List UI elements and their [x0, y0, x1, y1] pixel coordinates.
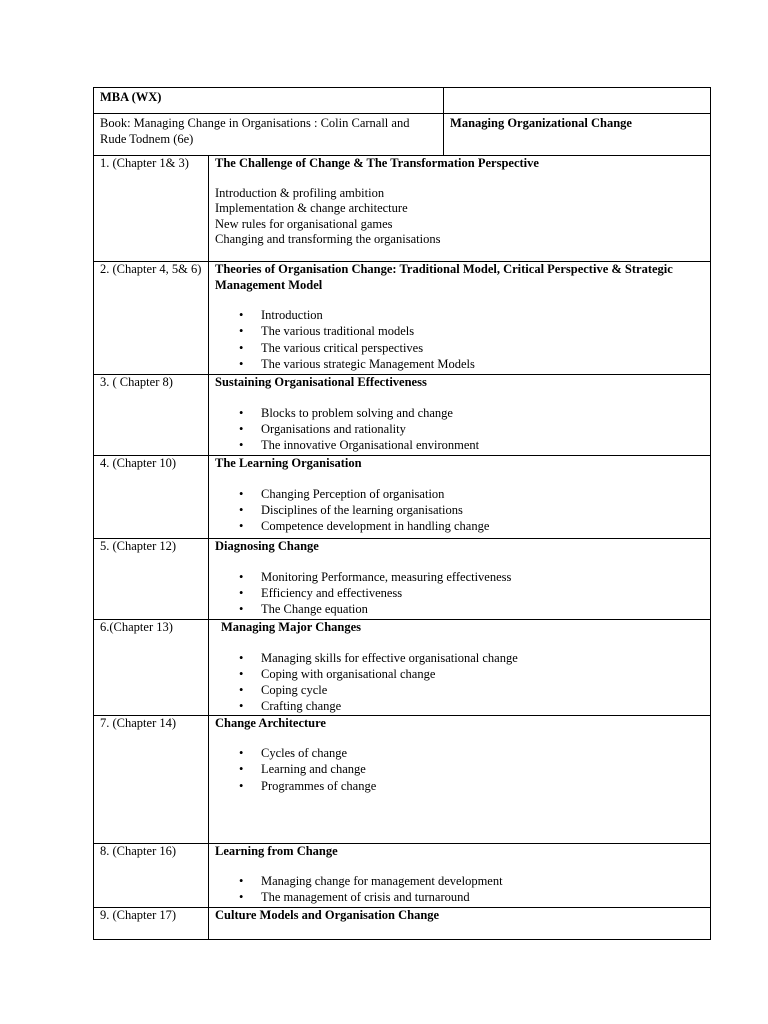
module-chapter: 5. (Chapter 12): [94, 539, 209, 620]
topic-list-item: [215, 585, 704, 601]
topic-list-item: [215, 405, 704, 421]
module-topics: [209, 375, 711, 456]
topic-item-text: The various critical perspectives: [261, 340, 424, 355]
bullet-icon: •: [239, 585, 244, 600]
title-spacer: [215, 731, 704, 745]
module-row: [94, 375, 711, 456]
topic-item-text: The various traditional models: [261, 324, 415, 339]
topic-list-item: [215, 873, 704, 889]
topic-list-item: [215, 889, 704, 905]
topic-list: [215, 405, 704, 454]
topic-item-text: Managing change for management development: [261, 874, 503, 889]
module-chapter: 7. (Chapter 14): [94, 715, 209, 843]
module-row: [94, 715, 711, 843]
title-spacer: [215, 293, 704, 307]
module-title: Learning from Change: [215, 843, 338, 858]
topic-item-text: Coping with organisational change: [261, 666, 436, 681]
topic-list-item: [215, 666, 704, 682]
module-row: [94, 539, 711, 620]
topic-item-text: Efficiency and effectiveness: [261, 585, 403, 600]
bullet-icon: •: [239, 438, 244, 453]
module-chapter: 9. (Chapter 17): [94, 907, 209, 939]
bullet-icon: •: [239, 602, 244, 617]
title-spacer: [215, 555, 704, 569]
topic-list: [215, 873, 704, 906]
bullet-icon: •: [239, 340, 244, 355]
bullet-icon: •: [239, 324, 244, 339]
topic-list: [215, 486, 704, 535]
topic-list-item: [215, 601, 704, 617]
bullet-icon: •: [239, 308, 244, 322]
topic-list-item: [215, 486, 704, 502]
course-title: Managing Organizational Change: [444, 114, 711, 156]
module-title: Culture Models and Organisation Change: [215, 907, 440, 922]
topic-list-item: [215, 323, 704, 339]
topic-list-item: [215, 761, 704, 777]
module-topics: [209, 456, 711, 539]
topic-item-text: Programmes of change: [261, 778, 377, 793]
topic-list: [215, 307, 704, 372]
topic-list-item: [215, 682, 704, 698]
book-reference: Book: Managing Change in Organisations : Colin Carnall and Rude Todnem (6e): [94, 114, 444, 156]
topic-item: New rules for organisational games: [215, 216, 393, 231]
topic-item-text: Crafting change: [261, 699, 342, 714]
topic-item-text: The various strategic Management Models: [261, 356, 475, 371]
module-title: The Challenge of Change & The Transformation Perspective: [215, 156, 539, 170]
module-title: Managing Major Changes: [221, 620, 362, 634]
topic-item-text: Learning and change: [261, 762, 366, 777]
module-topics: [209, 262, 711, 375]
bullet-icon: •: [239, 356, 244, 371]
title-spacer: [215, 859, 704, 873]
module-title: The Learning Organisation: [215, 456, 362, 470]
topic-list-item: [215, 421, 704, 437]
module-row: [94, 907, 711, 939]
program-row: [94, 88, 711, 114]
topic-list-item: [215, 437, 704, 453]
topic-list-item: [215, 502, 704, 518]
module-topics: [209, 715, 711, 843]
bullet-icon: •: [239, 683, 244, 698]
bullet-icon: •: [239, 421, 244, 436]
module-chapter: 1. (Chapter 1& 3): [94, 156, 209, 262]
bullet-icon: •: [239, 569, 244, 584]
topic-item-text: Disciplines of the learning organisations: [261, 502, 463, 517]
topic-item-text: Changing Perception of organisation: [261, 486, 445, 501]
title-spacer: [215, 636, 704, 650]
module-topics: [209, 907, 711, 939]
module-row: [94, 620, 711, 716]
topic-list-item: [215, 356, 704, 372]
topic-item-text: Blocks to problem solving and change: [261, 405, 453, 420]
module-title: Theories of Organisation Change: Traditional Model, Critical Perspective & Strategic Management Model: [215, 262, 673, 292]
title-spacer: [215, 391, 704, 405]
module-topics: [209, 843, 711, 907]
topic-list: [215, 650, 704, 715]
topic-item-text: Monitoring Performance, measuring effectiveness: [261, 569, 512, 584]
topic-item-text: The innovative Organisational environment: [261, 438, 480, 453]
bullet-icon: •: [239, 890, 244, 905]
topic-item-text: The management of crisis and turnaround: [261, 890, 470, 905]
topic-item: Implementation & change architecture: [215, 201, 408, 215]
bullet-icon: •: [239, 486, 244, 501]
module-topics: [209, 620, 711, 716]
bullet-icon: •: [239, 405, 244, 420]
syllabus-sheet: [93, 87, 710, 940]
bullet-icon: •: [239, 778, 244, 793]
topic-list-item: [215, 778, 704, 794]
topic-item: Introduction & profiling ambition: [215, 185, 385, 200]
bullet-icon: •: [239, 502, 244, 517]
module-chapter: 3. ( Chapter 8): [94, 375, 209, 456]
module-row: [94, 456, 711, 539]
topic-item-text: Introduction: [261, 308, 323, 322]
topic-list-item: [215, 307, 704, 323]
topic-item-text: Managing skills for effective organisational change: [261, 650, 518, 665]
bullet-icon: •: [239, 519, 244, 534]
program-name: MBA (WX): [94, 88, 444, 114]
module-title: Diagnosing Change: [215, 539, 319, 553]
bullet-icon: •: [239, 666, 244, 681]
topic-item-text: Coping cycle: [261, 683, 328, 698]
module-row: [94, 262, 711, 375]
topic-list-item: [215, 745, 704, 761]
module-title: Change Architecture: [215, 715, 326, 730]
module-chapter: 8. (Chapter 16): [94, 843, 209, 907]
module-topics: [209, 539, 711, 620]
topic-item-text: The Change equation: [261, 602, 368, 617]
module-row: [94, 156, 711, 262]
title-spacer: [215, 472, 704, 486]
bullet-icon: •: [239, 699, 244, 714]
title-spacer: [215, 172, 704, 186]
module-chapter: 6.(Chapter 13): [94, 620, 209, 716]
syllabus-table: [93, 87, 711, 940]
topic-item-text: Cycles of change: [261, 746, 348, 761]
topic-list-item: [215, 650, 704, 666]
program-empty-cell: [444, 88, 711, 114]
topic-item-text: Competence development in handling change: [261, 519, 490, 534]
module-row: [94, 843, 711, 907]
module-chapter: 2. (Chapter 4, 5& 6): [94, 262, 209, 375]
topic-item-text: Organisations and rationality: [261, 421, 406, 436]
bullet-icon: •: [239, 874, 244, 889]
bullet-icon: •: [239, 746, 244, 761]
module-topics: [209, 156, 711, 262]
topic-list-item: [215, 569, 704, 585]
topic-item: Changing and transforming the organisations: [215, 232, 441, 246]
module-chapter: 4. (Chapter 10): [94, 456, 209, 539]
topic-list: [215, 745, 704, 794]
topic-list-item: [215, 518, 704, 534]
bullet-icon: •: [239, 762, 244, 777]
topic-list-item: [215, 340, 704, 356]
module-title: Sustaining Organisational Effectiveness: [215, 375, 427, 389]
bullet-icon: •: [239, 650, 244, 665]
topic-list: [215, 569, 704, 618]
topic-list-item: [215, 698, 704, 714]
book-row: [94, 114, 711, 156]
